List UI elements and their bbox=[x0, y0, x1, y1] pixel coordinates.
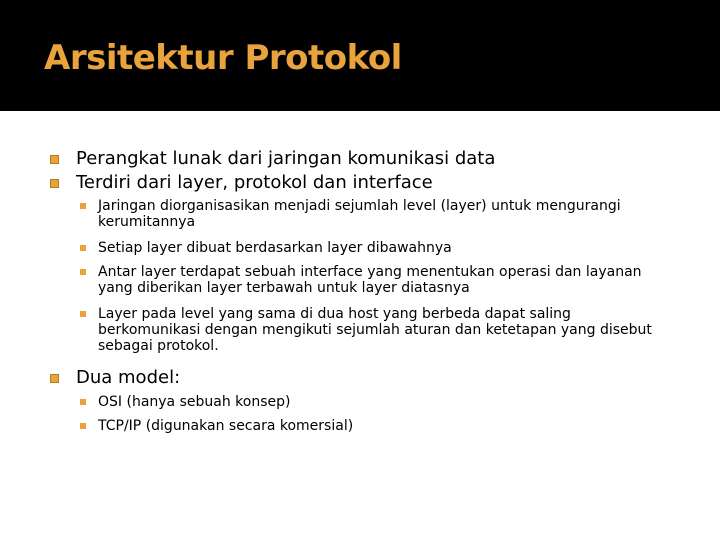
sub-bullet-text: Layer pada level yang sama di dua host yang berbeda dapat saling berkomunikasi dengan mengikuti sejumlah aturan dan ketetapan yang disebut sebagai protokol. bbox=[98, 306, 652, 354]
bullet-text: Terdiri dari layer, protokol dan interface bbox=[76, 172, 433, 193]
small-square-bullet-icon bbox=[80, 423, 86, 429]
bullet-text: Perangkat lunak dari jaringan komunikasi data bbox=[76, 148, 496, 169]
sub-bullet-text: TCP/IP (digunakan secara komersial) bbox=[98, 418, 354, 434]
small-square-bullet-icon bbox=[80, 311, 86, 317]
slide-title: Arsitektur Protokol bbox=[44, 38, 402, 78]
small-square-bullet-icon bbox=[80, 269, 86, 275]
sub-bullet-text: OSI (hanya sebuah konsep) bbox=[98, 394, 291, 410]
small-square-bullet-icon bbox=[80, 245, 86, 251]
sub-bullet-text: Jaringan diorganisasikan menjadi sejumlah level (layer) untuk mengurangi kerumitannya bbox=[98, 198, 621, 230]
small-square-bullet-icon bbox=[80, 399, 86, 405]
sub-bullet-text: Setiap layer dibuat berdasarkan layer dibawahnya bbox=[98, 240, 452, 256]
square-bullet-icon bbox=[50, 155, 59, 164]
bullet-text: Dua model: bbox=[76, 367, 181, 388]
sub-bullet-text: Antar layer terdapat sebuah interface yang menentukan operasi dan layanan yang diberikan layer terbawah untuk layer diatasnya bbox=[98, 264, 642, 296]
square-bullet-icon bbox=[50, 179, 59, 188]
square-bullet-icon bbox=[50, 374, 59, 383]
small-square-bullet-icon bbox=[80, 203, 86, 209]
